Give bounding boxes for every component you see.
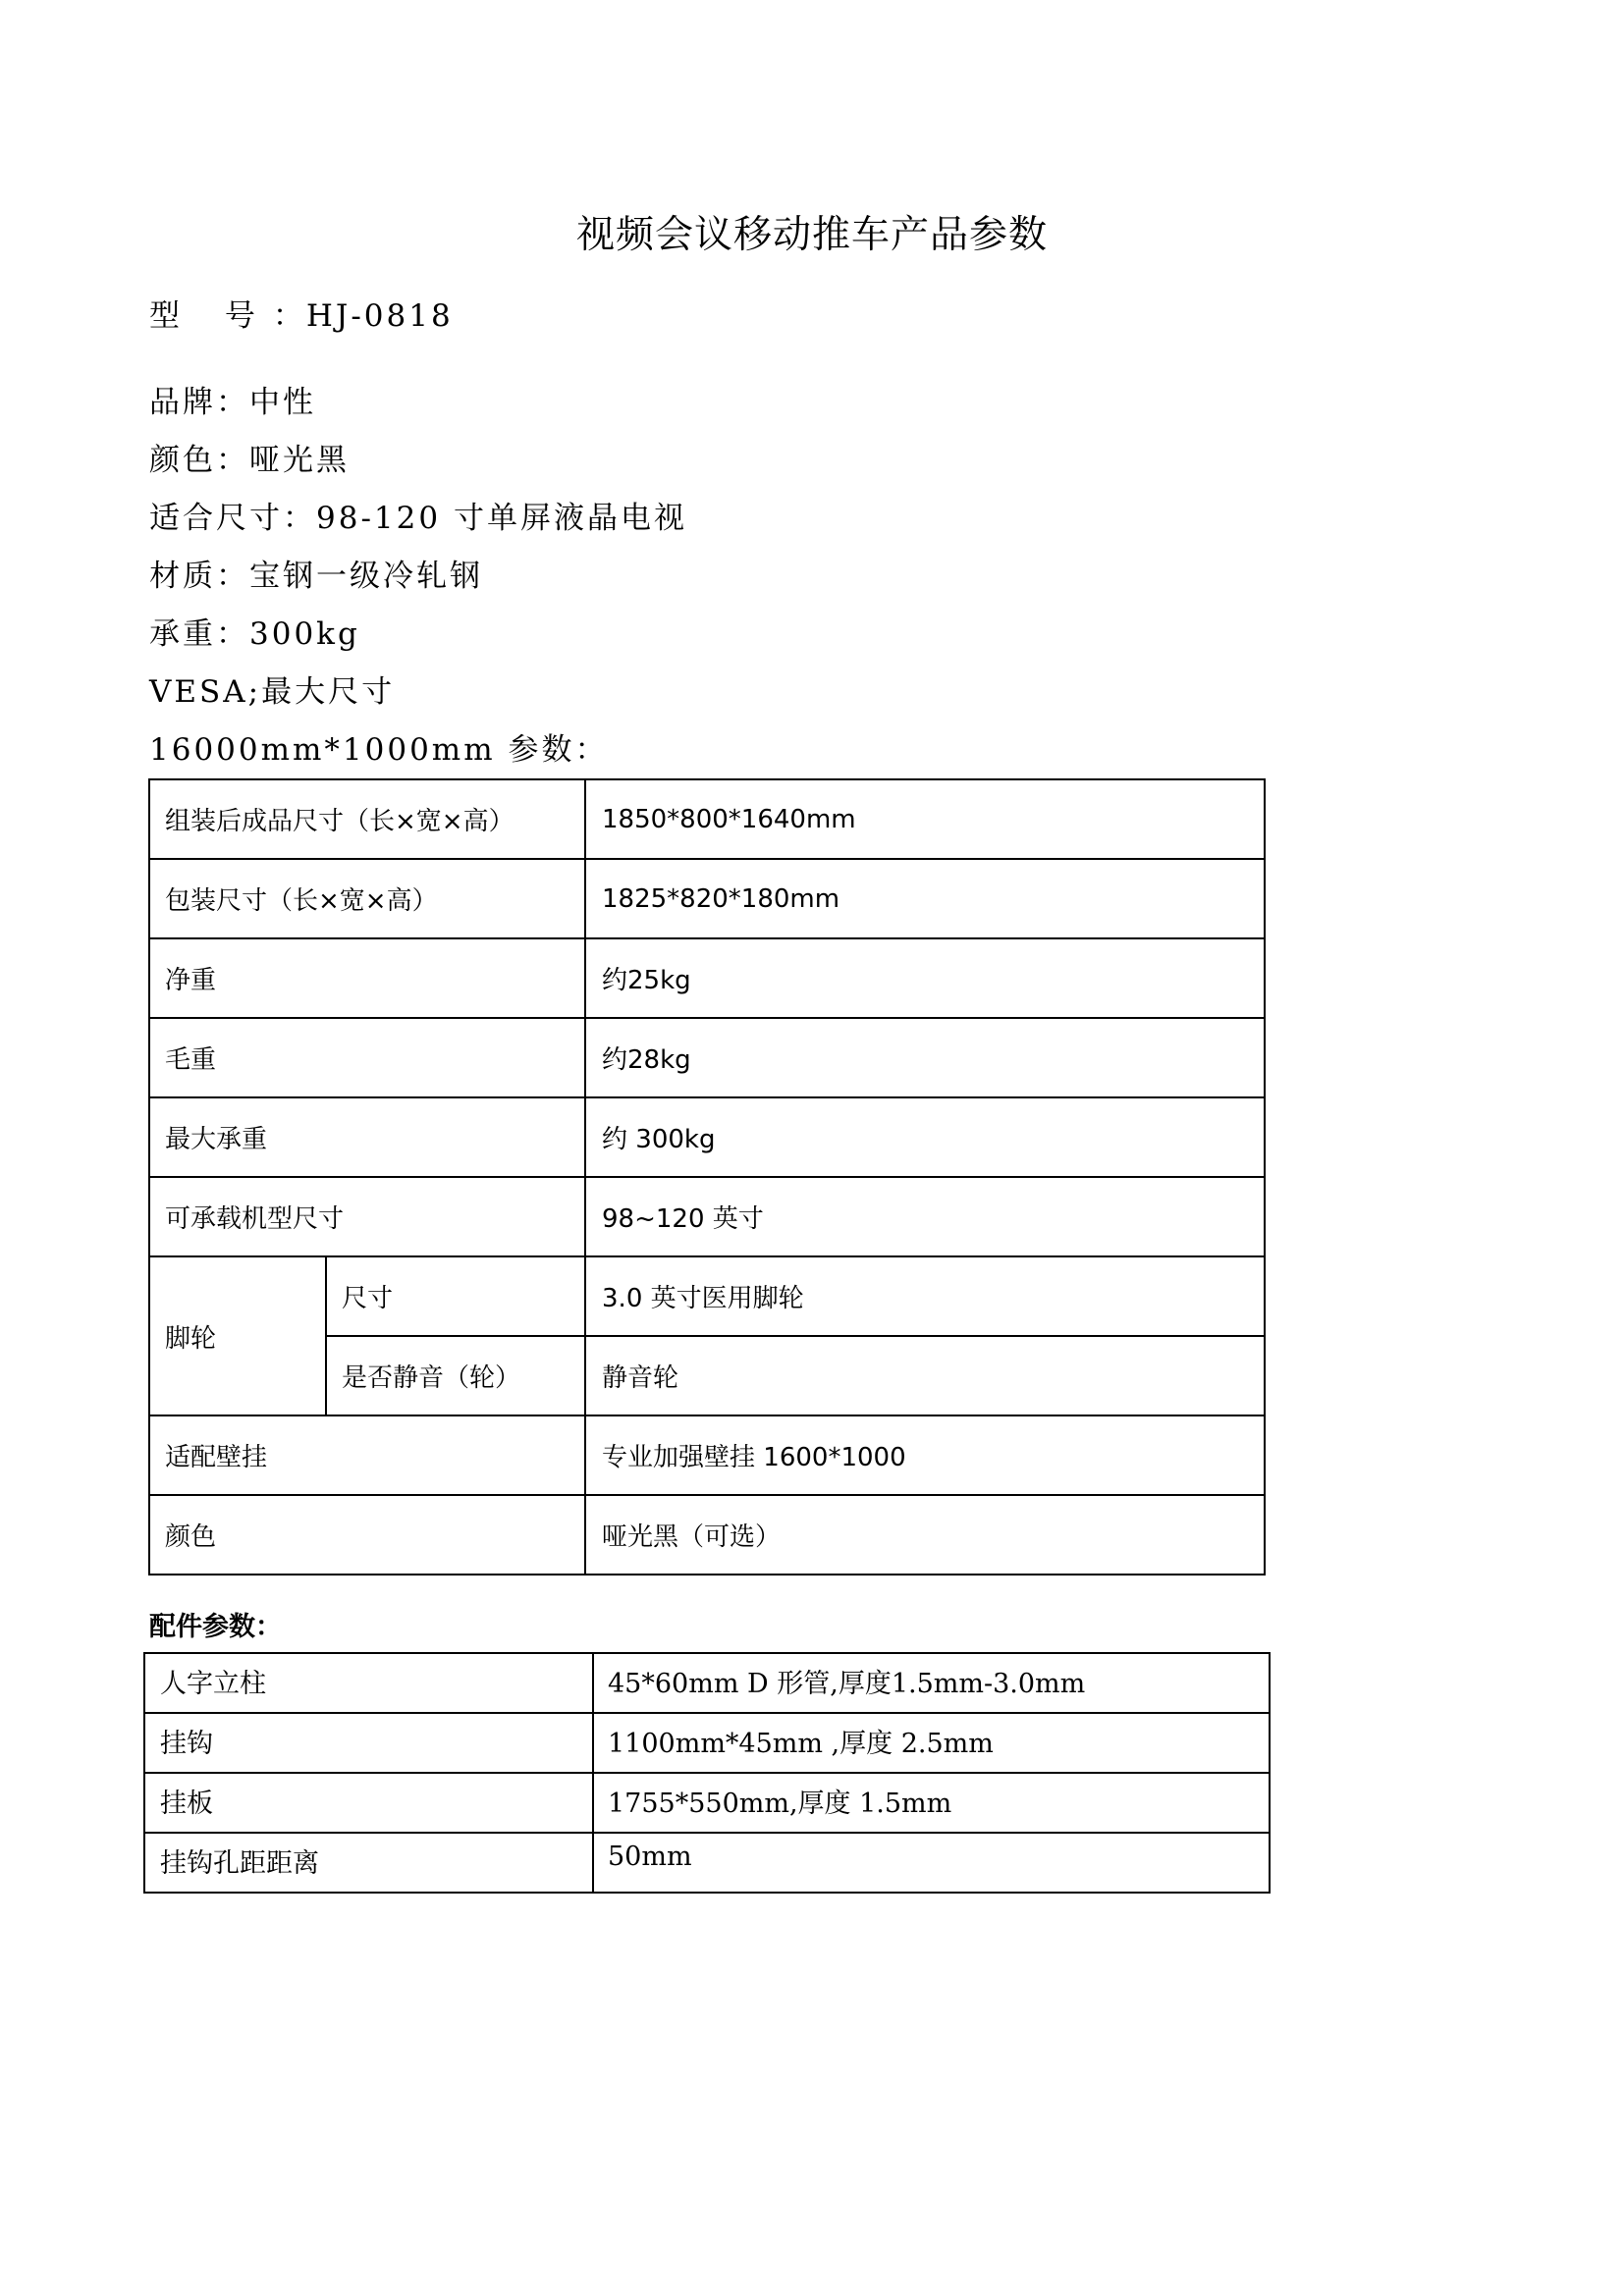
param-label: 可承载机型尺寸: [149, 1177, 585, 1256]
accessory-value: 1100mm*45mm ,厚度 2.5mm: [593, 1713, 1270, 1773]
table-row: [149, 1177, 1265, 1256]
table-row: [144, 1833, 1270, 1893]
accessory-label: 人字立柱: [144, 1653, 593, 1713]
param-label: 最大承重: [149, 1097, 585, 1177]
accessory-label: 挂钩孔距距离: [144, 1833, 593, 1893]
spec-max-size: 16000mm*1000mm 参数：: [149, 732, 609, 768]
param-value: 1825*820*180mm: [585, 859, 1265, 938]
param-value: 约 300kg: [585, 1097, 1265, 1177]
params-table: [148, 778, 1266, 1575]
model-line: [149, 294, 454, 338]
accessories-heading: 配件参数：: [149, 1612, 282, 1642]
accessory-label: 挂板: [144, 1773, 593, 1833]
spec-vesa: VESA;最大尺寸: [149, 674, 396, 710]
table-row: [149, 779, 1265, 859]
table-row: [149, 938, 1265, 1018]
table-row: [149, 1256, 1265, 1336]
spec-color: 颜色：哑光黑: [149, 443, 350, 478]
table-row: [144, 1653, 1270, 1713]
spec-fit-size: 适合尺寸：98-120 寸单屏液晶电视: [149, 501, 687, 536]
param-label: 包装尺寸（长×宽×高）: [149, 859, 585, 938]
table-row: [149, 1018, 1265, 1097]
param-value: 98~120 英寸: [585, 1177, 1265, 1256]
param-label: 毛重: [149, 1018, 585, 1097]
param-label: 组装后成品尺寸（长×宽×高）: [149, 779, 585, 859]
param-value: 哑光黑（可选）: [585, 1495, 1265, 1575]
caster-sub-value: 3.0 英寸医用脚轮: [585, 1256, 1265, 1336]
spec-brand: 品牌：中性: [149, 385, 316, 420]
accessory-value: 45*60mm D 形管,厚度1.5mm-3.0mm: [593, 1653, 1270, 1713]
param-label: 颜色: [149, 1495, 585, 1575]
param-label: 适配壁挂: [149, 1415, 585, 1495]
accessory-value: 1755*550mm,厚度 1.5mm: [593, 1773, 1270, 1833]
accessory-value: 50mm: [593, 1833, 1270, 1893]
param-label: 净重: [149, 938, 585, 1018]
model-value: HJ-0818: [305, 298, 454, 334]
param-value: 1850*800*1640mm: [585, 779, 1265, 859]
caster-sub-value: 静音轮: [585, 1336, 1265, 1415]
page-title: 视频会议移动推车产品参数: [575, 213, 1048, 257]
caster-sub-label: 尺寸: [326, 1256, 585, 1336]
table-row: [149, 1415, 1265, 1495]
table-row: [144, 1713, 1270, 1773]
caster-sub-label: 是否静音（轮）: [326, 1336, 585, 1415]
param-value: 专业加强壁挂 1600*1000: [585, 1415, 1265, 1495]
accessories-table: [143, 1652, 1271, 1894]
accessory-label: 挂钩: [144, 1713, 593, 1773]
model-label: 型 号: [149, 298, 273, 334]
table-row: [149, 1495, 1265, 1575]
table-row: [149, 1097, 1265, 1177]
caster-label: 脚轮: [149, 1256, 326, 1415]
model-separator: ：: [272, 298, 306, 334]
table-row: [149, 859, 1265, 938]
param-value: 约28kg: [585, 1018, 1265, 1097]
spec-load: 承重：300kg: [149, 616, 360, 652]
spec-material: 材质：宝钢一级冷轧钢: [149, 559, 483, 594]
param-value: 约25kg: [585, 938, 1265, 1018]
table-row: [144, 1773, 1270, 1833]
